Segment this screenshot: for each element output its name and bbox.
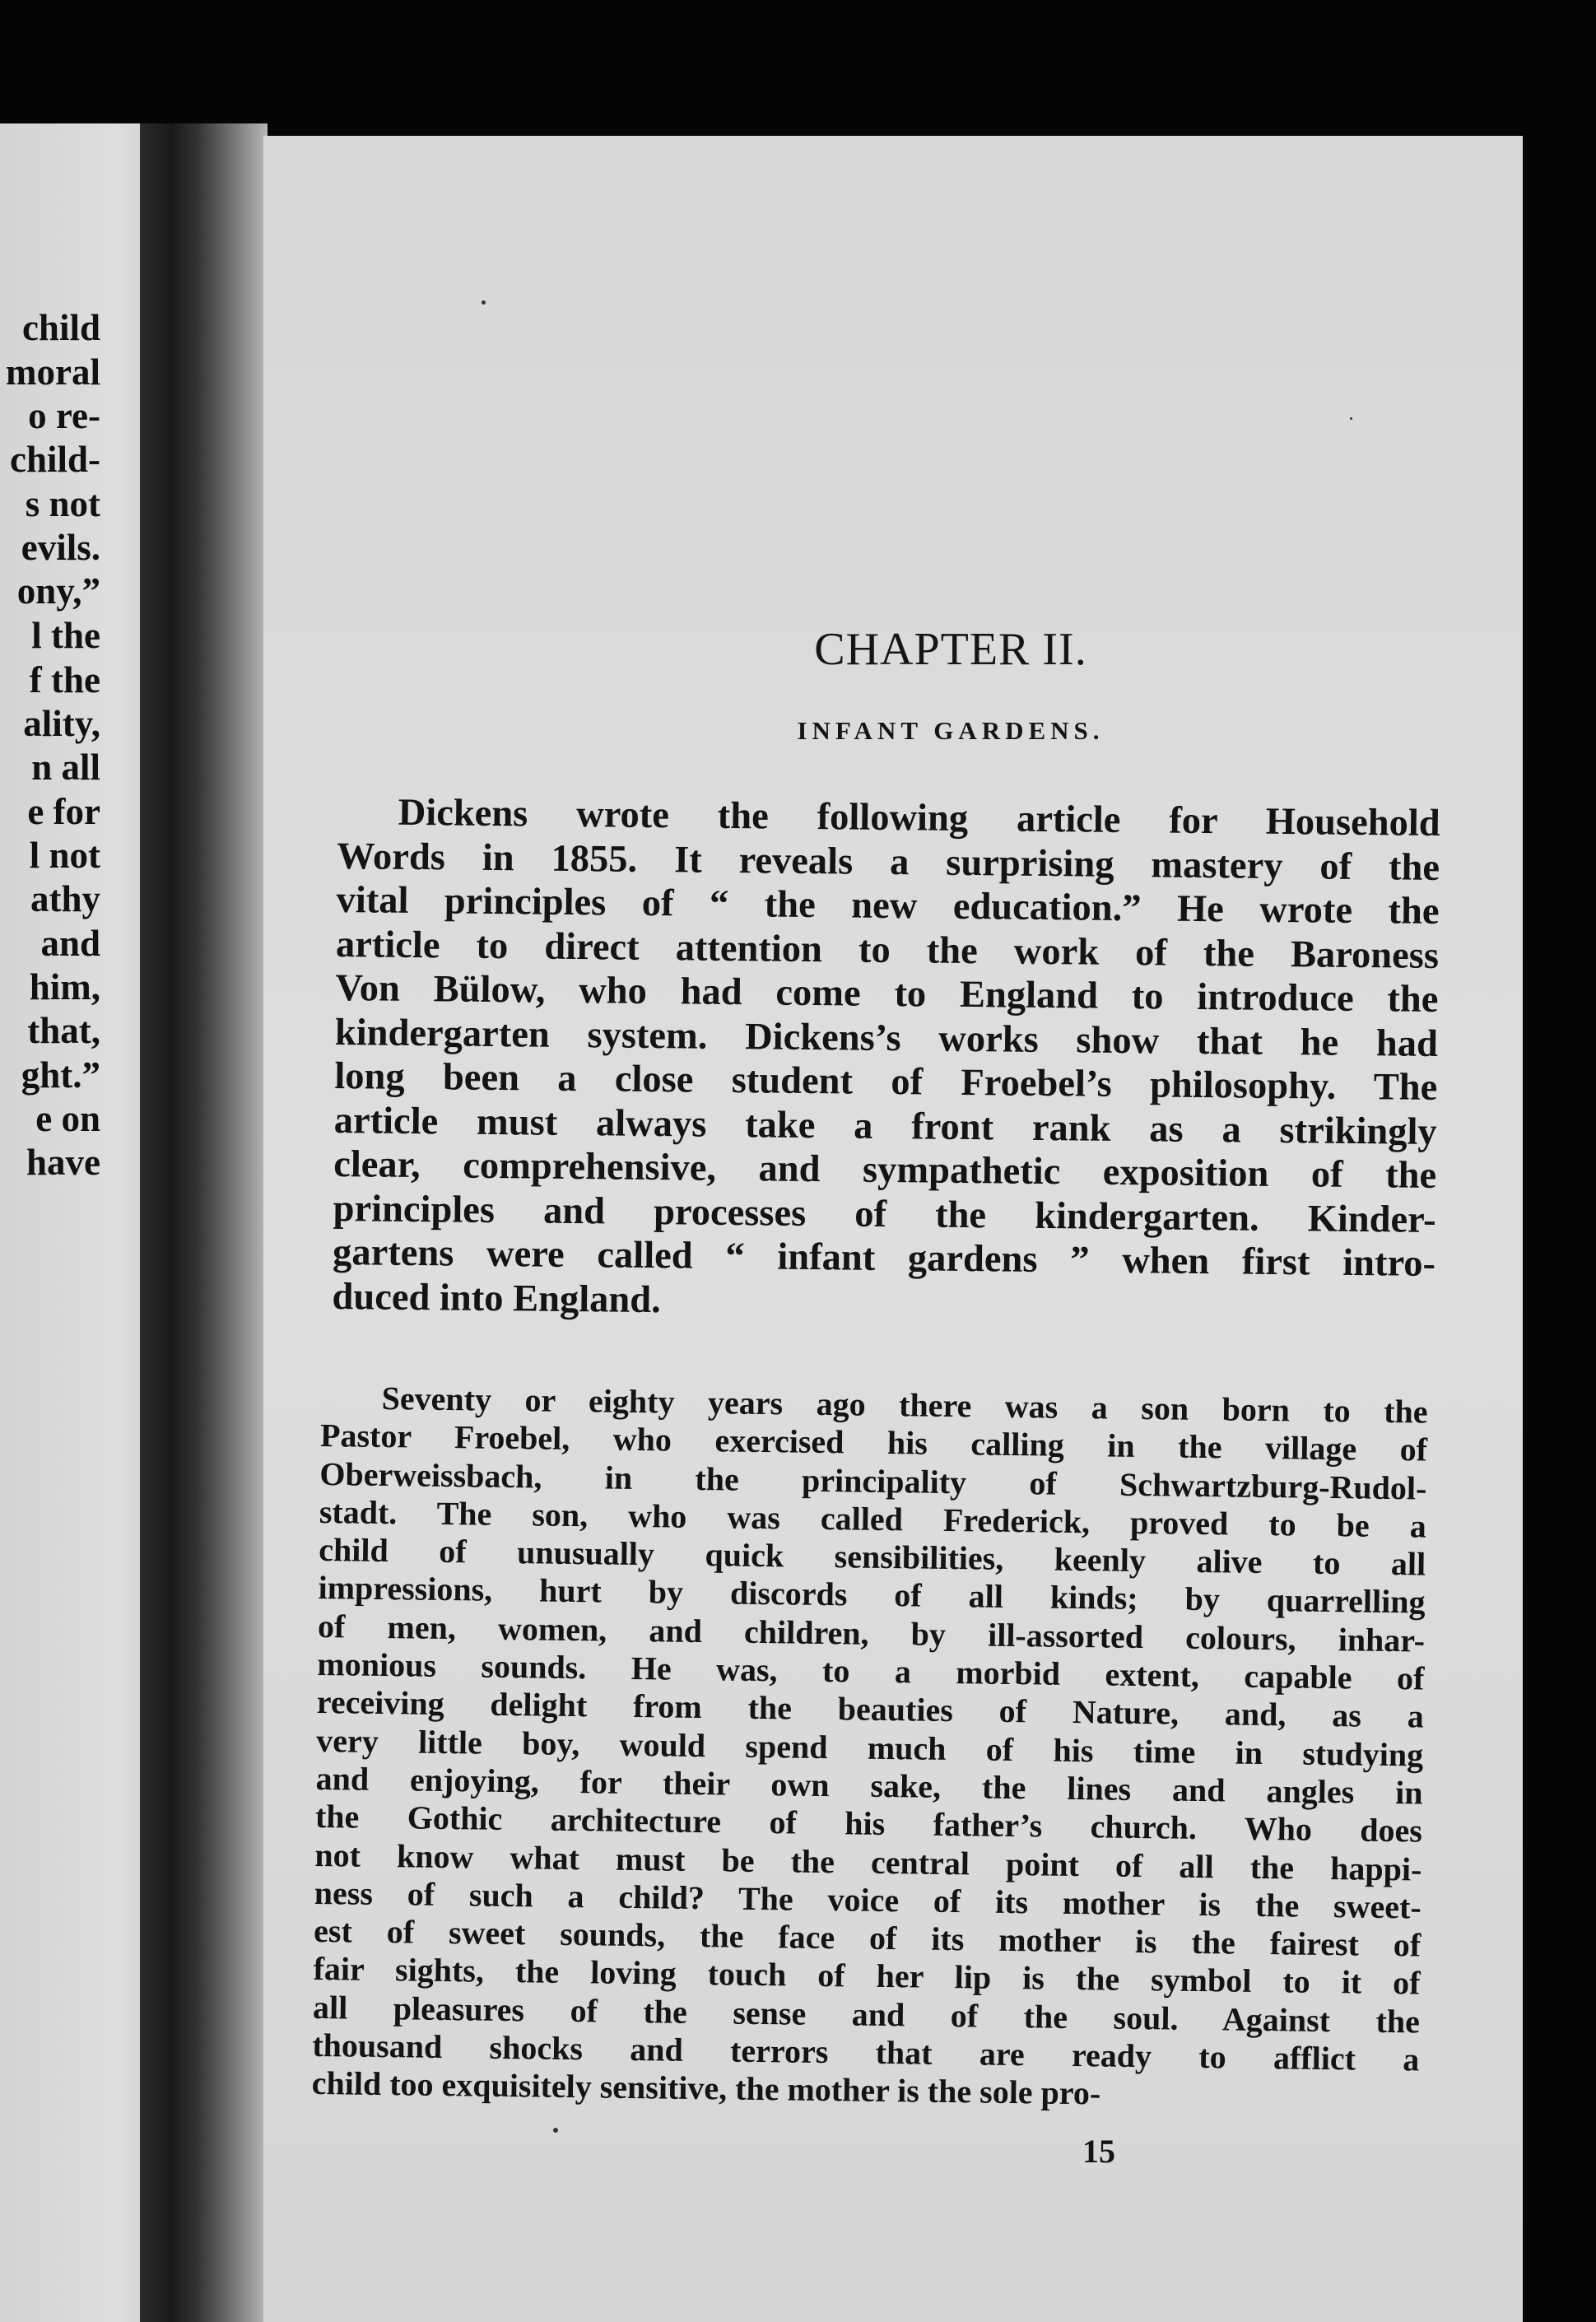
text-line: Von Bülow, who had come to England to introduce the <box>335 966 1439 1021</box>
previous-page-line: f the <box>29 659 100 700</box>
body-paragraph <box>311 1379 1427 2117</box>
text-line: fair sights, the loving touch of her lip is the symbol to it of <box>313 1950 1421 2002</box>
text-line: of men, women, and children, by ill-assorted colours, inhar- <box>317 1607 1426 1659</box>
chapter-title: CHAPTER II. <box>814 624 1087 675</box>
page-number: 15 <box>1082 2133 1115 2170</box>
previous-page-line: ony,” <box>16 570 100 612</box>
text-line: very little boy, would spend much of his time in studying <box>315 1721 1424 1774</box>
previous-page-line: o re- <box>28 395 100 436</box>
text-line: est of sweet sounds, the face of its mother is the fairest of <box>313 1912 1422 1964</box>
paper-speck <box>482 300 486 305</box>
previous-page-line: e for <box>27 791 100 832</box>
text-line: gartens were called “ infant gardens ” when first intro- <box>332 1231 1436 1285</box>
text-line: all pleasures of the sense and of the soul. Against the <box>312 1988 1421 2040</box>
text-line: child too exquisitely sensitive, the mother is the sole pro- <box>311 2064 1101 2112</box>
previous-page-line: athy <box>30 878 100 919</box>
previous-page-line: moral <box>6 351 100 393</box>
paper-speck <box>1350 417 1352 420</box>
book-gutter-shadow <box>140 123 268 2322</box>
previous-page-line: that, <box>27 1010 100 1051</box>
previous-page-line: l the <box>31 615 100 656</box>
text-line: thousand shocks and terrors that are ready to afflict a <box>312 2026 1420 2078</box>
previous-page-line: evils. <box>21 527 100 568</box>
previous-page-line: and <box>40 923 100 964</box>
text-line: principles and processes of the kindergarten. Kinder- <box>333 1187 1436 1241</box>
previous-page-line: have <box>26 1142 100 1183</box>
text-line: Seventy or eighty years ago there was a son born to the <box>381 1379 1428 1431</box>
previous-page-line: s not <box>25 483 100 524</box>
previous-page-line: n all <box>31 747 100 788</box>
previous-page-line: him, <box>29 966 100 1007</box>
previous-page-line: l not <box>29 835 100 876</box>
text-line: and enjoying, for their own sake, the lines and angles in <box>315 1759 1423 1812</box>
previous-page-line: ght.” <box>21 1054 100 1096</box>
paper-speck <box>553 2128 558 2133</box>
book-page <box>263 136 1523 2322</box>
text-line: not know what must be the central point of all the happi- <box>314 1836 1422 1888</box>
text-line: duced into England. <box>332 1275 662 1321</box>
text-line: the Gothic architecture of his father’s church. Who does <box>314 1798 1423 1850</box>
text-line: clear, comprehensive, and sympathetic exposition of the <box>333 1142 1437 1198</box>
intro-paragraph <box>332 790 1440 1330</box>
text-line: impressions, hurt by discords of all kinds; by quarrelling <box>318 1569 1426 1622</box>
text-line: Pastor Froebel, who exercised his calling in the village of <box>319 1417 1428 1468</box>
text-line: long been a close student of Froebel’s philosophy. The <box>334 1054 1438 1110</box>
text-line: kindergarten system. Dickens’s works show that he had <box>334 1011 1439 1065</box>
text-line: Dickens wrote the following article for Household <box>398 791 1440 845</box>
text-line: child of unusually quick sensibilities, keenly alive to all <box>318 1531 1426 1583</box>
text-line: receiving delight from the beauties of Nature, and, as a <box>316 1683 1425 1735</box>
text-line: article must always take a front rank as a strikingly <box>333 1099 1437 1153</box>
scan-border <box>1523 136 1596 2322</box>
text-line: article to direct attention to the work of the Baroness <box>335 923 1440 977</box>
previous-page-line: child <box>21 307 100 348</box>
text-line: vital principles of “ the new education.” He wrote the <box>336 878 1440 933</box>
previous-page-line: ality, <box>23 703 100 744</box>
text-line: ness of such a child? The voice of its mother is the sweet- <box>314 1873 1422 1926</box>
chapter-subtitle: INFANT GARDENS. <box>797 716 1105 745</box>
previous-page-line: child- <box>9 439 100 480</box>
text-line: monious sounds. He was, to a morbid extent, capable of <box>317 1645 1425 1697</box>
previous-page-line: e on <box>35 1098 100 1139</box>
text-line: stadt. The son, who was called Frederick, proved to be a <box>319 1492 1427 1545</box>
text-line: Oberweissbach, in the principality of Schwartzburg-Rudol- <box>319 1454 1427 1507</box>
text-line: Words in 1855. It reveals a surprising mastery of the <box>336 835 1440 889</box>
